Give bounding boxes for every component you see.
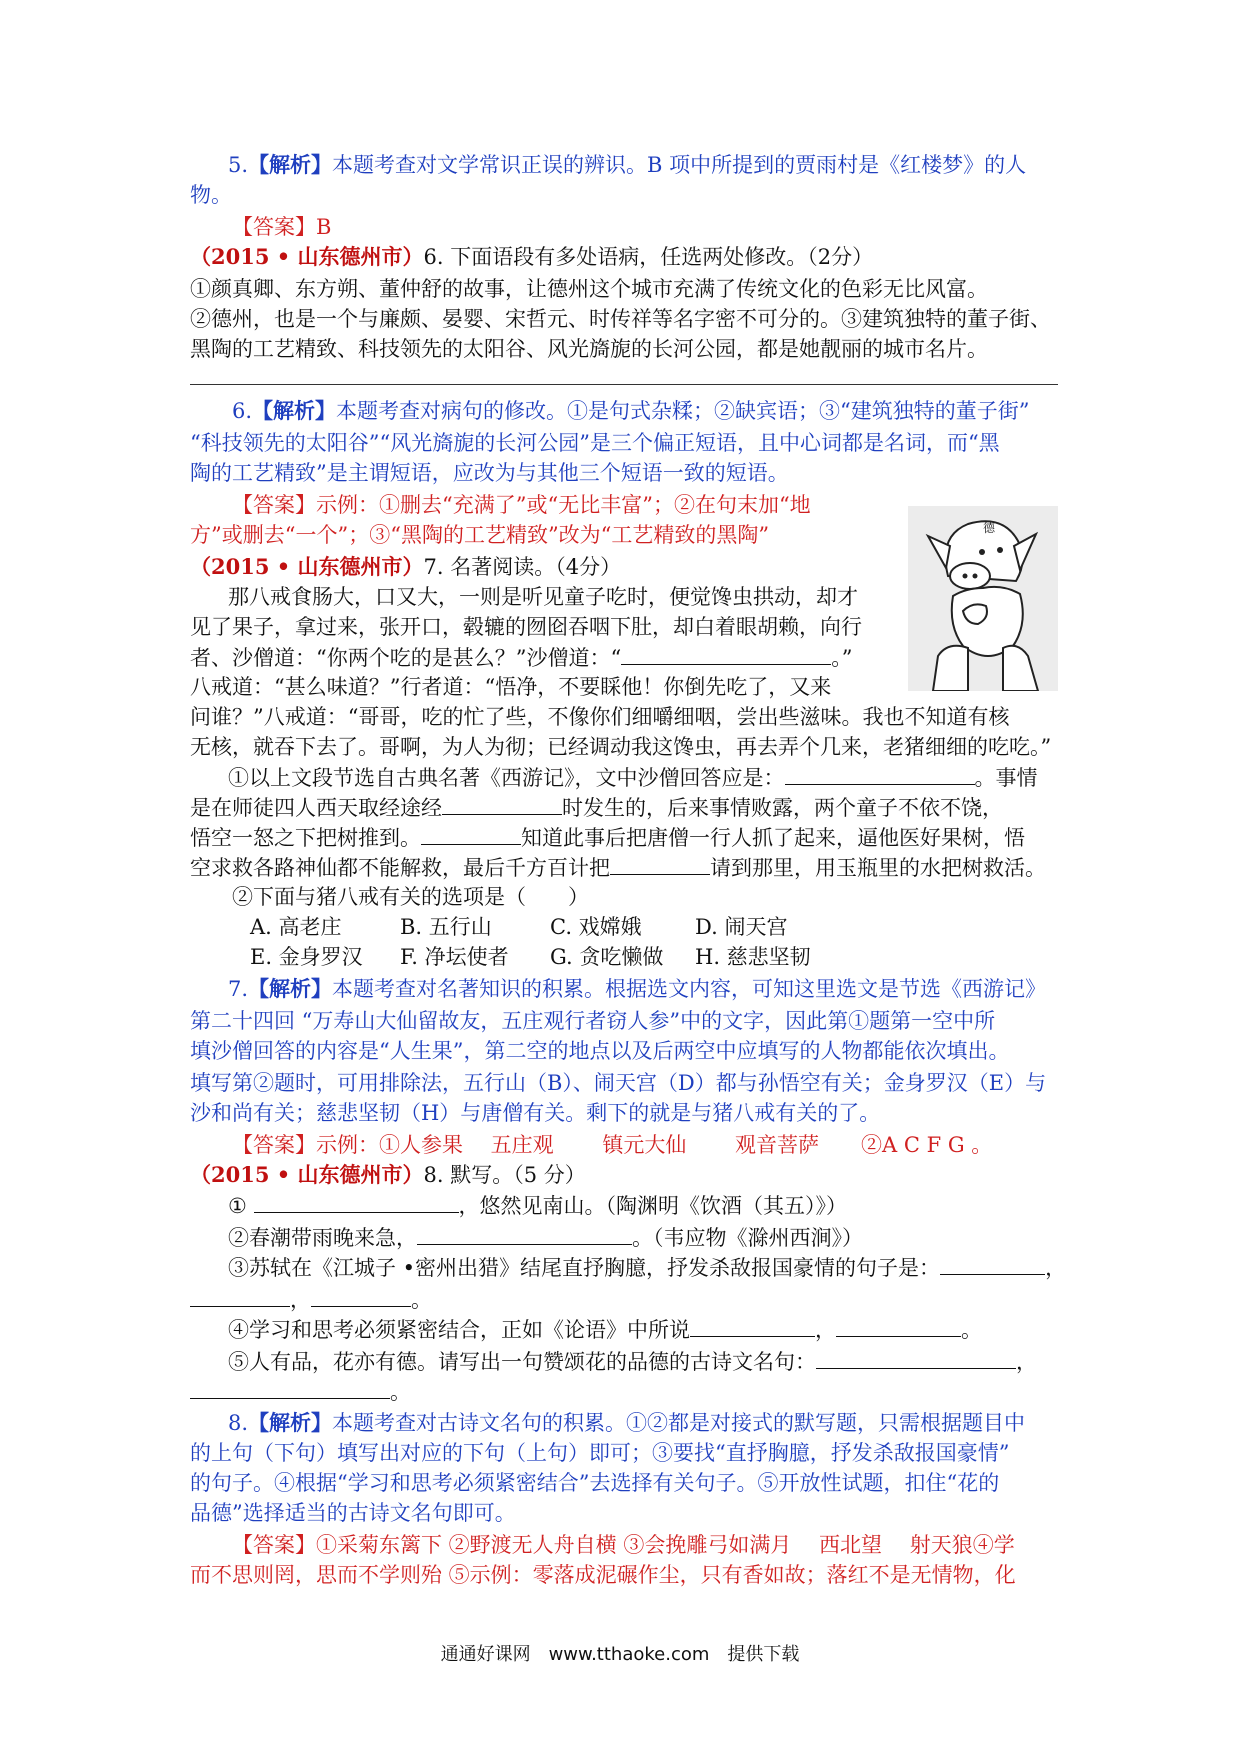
- q6-answer-line1: [232, 490, 811, 520]
- svg-text:德: 德: [983, 521, 996, 535]
- q5-analysis-line1: [228, 150, 1026, 180]
- blank-line[interactable]: [254, 1190, 459, 1213]
- question-text: 。: [411, 1288, 432, 1312]
- analysis-tag: 【解析】: [248, 976, 333, 1001]
- q7-analysis-line5: 沙和尚有关；慈悲坚韧（H）与唐僧有关。剩下的就是与猪八戒有关的了。: [190, 1101, 881, 1125]
- blank-line[interactable]: [785, 762, 975, 785]
- q6-text-line2: ②德州，也是一个与廉颇、晏婴、宋哲元、时传祥等名字密不可分的。③建筑独特的董子街、: [190, 307, 1051, 331]
- question-prompt: 8. 默写。（5 分）: [423, 1163, 586, 1187]
- option-h[interactable]: H. 慈悲坚韧: [695, 945, 811, 969]
- question-prompt: 6. 下面语段有多处语病，任选两处修改。（2分）: [423, 245, 874, 269]
- question-text: ①: [228, 1194, 247, 1218]
- q7-passage-line2: 见了果子，拿过来，张开口，毂辘的囫囵吞咽下肚，却白着眼胡赖，向行: [190, 615, 862, 639]
- question-text: 请到那里，用玉瓶里的水把树救活。: [710, 856, 1046, 880]
- q8-item3-line1: [228, 1252, 1066, 1282]
- q7-analysis-line2: 第二十四回 “万寿山大仙留故友，五庄观行者窃人参”中的文字，因此第①题第一空中所: [190, 1009, 996, 1033]
- q8-answer-line1: [232, 1530, 1015, 1560]
- option-c[interactable]: C. 戏嫦娥: [550, 915, 642, 939]
- q7-passage-line4: 八戒道：“甚么味道？”行者道：“悟净，不要睬他！你倒先吃了，又来: [190, 675, 832, 699]
- question-text: 空求救各路神仙都不能解救，最后千方百计把: [190, 856, 610, 880]
- q8-number: 8.: [228, 1411, 249, 1435]
- answer-tag: 【答案】: [232, 1133, 316, 1157]
- q7-sub2: ②下面与猪八戒有关的选项是（ ）: [232, 885, 589, 909]
- answer-value: 示例：①人参果 五庄观 镇元大仙 观音菩萨 ②A C F G 。: [316, 1133, 993, 1157]
- question-text: ①以上文段节选自古典名著《西游记》，文中沙僧回答应是：: [228, 766, 785, 790]
- question-source: （2015 • 山东德州市）: [190, 554, 424, 579]
- option-b[interactable]: B. 五行山: [400, 915, 492, 939]
- question-text: 时发生的，后来事情败露，两个童子不依不饶，: [562, 796, 1003, 820]
- analysis-tag: 【解析】: [248, 152, 333, 177]
- analysis-tag: 【解析】: [248, 1410, 333, 1435]
- blank-line[interactable]: [816, 1346, 1016, 1369]
- blank-line[interactable]: [836, 1314, 961, 1337]
- question-text: 。事情: [974, 766, 1038, 790]
- blank-line[interactable]: [421, 822, 521, 845]
- blank-line[interactable]: [690, 1314, 815, 1337]
- blank-line[interactable]: [417, 1222, 632, 1245]
- passage-text: 者、沙僧道：“你两个吃的是甚么？”沙僧道：“: [190, 646, 622, 670]
- q5-number: 5.: [228, 153, 249, 177]
- q5-answer: [232, 212, 331, 242]
- option-e[interactable]: E. 金身罗汉: [250, 945, 363, 969]
- question-text: 悟空一怒之下把树推到。: [190, 826, 421, 850]
- q8-item2: [228, 1222, 863, 1252]
- q8-item5-line1: [228, 1346, 1037, 1376]
- q7-passage-line1: 那八戒食肠大，口又大，一则是听见童子吃时，便觉馋虫拱动，却才: [228, 585, 858, 609]
- question-text: ，悠然见南山。（陶渊明《饮酒（其五）》）: [458, 1194, 848, 1218]
- q6-answer-line2: 方”或删去“一个”；③“黑陶的工艺精致”改为“工艺精致的黑陶”: [190, 523, 770, 547]
- q6-analysis-line1: [232, 396, 1030, 426]
- analysis-text: 本题考查对文学常识正误的辨识。B 项中所提到的贾雨村是《红楼梦》的人: [332, 153, 1027, 177]
- q7-analysis-line4: 填写第②题时，可用排除法，五行山（B）、闹天宫（D）都与孙悟空有关；金身罗汉（E）与: [190, 1071, 1047, 1095]
- q8-item1: [228, 1190, 847, 1220]
- option-g[interactable]: G. 贪吃懒做: [550, 945, 664, 969]
- blank-line[interactable]: [311, 1284, 411, 1307]
- q6-text-line3: 黑陶的工艺精致、科技领先的太阳谷、风光旖旎的长河公园，都是她靓丽的城市名片。: [190, 337, 988, 361]
- q7-options-row2: [250, 942, 811, 972]
- question-text: ④学习和思考必须紧密结合，正如《论语》中所说: [228, 1318, 690, 1342]
- answer-line: [190, 384, 1058, 385]
- q7-sub1-line2: [190, 792, 1003, 822]
- q6-number: 6.: [232, 399, 253, 423]
- q7-sub1-line4: [190, 852, 1046, 882]
- question-text: 。: [961, 1318, 982, 1342]
- option-d[interactable]: D. 闹天宫: [695, 915, 788, 939]
- q7-passage-line6: 无核，就吞下去了。哥啊，为人为彻；已经调动我这馋虫，再去弄个几来，老猪细细的吃吃。”: [190, 735, 1052, 759]
- question-text: ⑤人有品，花亦有德。请写出一句赞颂花的品德的古诗文名句：: [228, 1350, 816, 1374]
- question-text: ，: [1045, 1256, 1067, 1280]
- question-text: ②春潮带雨晚来急，: [228, 1226, 417, 1250]
- analysis-text: 本题考查对名著知识的积累。根据选文内容，可知这里选文是节选《西游记》: [332, 977, 1047, 1001]
- analysis-text: 本题考查对古诗文名句的积累。①②都是对接式的默写题，只需根据题目中: [332, 1411, 1026, 1435]
- answer-tag: 【答案】: [232, 215, 316, 239]
- question-text: ，: [815, 1318, 836, 1342]
- q8-analysis-line3: 的句子。④根据“学习和思考必须紧密结合”去选择有关句子。⑤开放性试题，扣住“花的: [190, 1471, 1000, 1495]
- answer-value: B: [316, 215, 332, 239]
- blank-line[interactable]: [940, 1252, 1045, 1275]
- question-text: ，: [1016, 1350, 1037, 1374]
- blank-line[interactable]: [610, 852, 710, 875]
- q7-sub1-line3: [190, 822, 1025, 852]
- q8-analysis-line2: 的上句（下句）填写出对应的下句（上句）即可；③要找“直抒胸臆，抒发杀敌报国豪情”: [190, 1441, 1010, 1465]
- question-text: ，: [290, 1288, 311, 1312]
- q5-analysis-line2: 物。: [190, 183, 232, 207]
- option-f[interactable]: F. 净坛使者: [400, 945, 509, 969]
- zhu-bajie-illustration: [908, 506, 1058, 691]
- q7-analysis-line3: 填沙僧回答的内容是“人生果”，第二空的地点以及后两空中应填写的人物都能依次填出。: [190, 1039, 1010, 1063]
- answer-tag: 【答案】: [232, 493, 316, 517]
- blank-line[interactable]: [190, 1284, 290, 1307]
- q6-heading: [190, 242, 873, 272]
- q7-heading: [190, 552, 621, 582]
- q7-number: 7.: [228, 977, 249, 1001]
- blank-line[interactable]: [190, 1376, 390, 1399]
- question-text: 。: [390, 1380, 411, 1404]
- answer-tag: 【答案】: [232, 1533, 316, 1557]
- q6-text-line1: ①颜真卿、东方朔、董仲舒的故事，让德州这个城市充满了传统文化的色彩无比风富。: [190, 277, 988, 301]
- answer-value: 示例：①删去“充满了”或“无比丰富”；②在句末加“地: [316, 493, 811, 517]
- question-text: 。（韦应物《滁州西涧》）: [632, 1226, 863, 1250]
- question-prompt: 7. 名著阅读。（4分）: [423, 555, 622, 579]
- question-source: （2015 • 山东德州市）: [190, 244, 424, 269]
- q7-analysis-line1: [228, 974, 1046, 1004]
- q8-item3-line2: [190, 1284, 432, 1314]
- q7-answer: [232, 1130, 992, 1160]
- question-text: ③苏轼在《江城子 •密州出猎》结尾直抒胸臆，抒发杀敌报国豪情的句子是：: [228, 1256, 941, 1280]
- q6-analysis-line2: “科技领先的太阳谷”“风光旖旎的长河公园”是三个偏正短语，且中心词都是名词，而“黑: [190, 431, 1000, 455]
- q8-heading: [190, 1160, 586, 1190]
- q7-sub1-line1: [228, 762, 1038, 792]
- passage-text: 。”: [831, 646, 853, 670]
- analysis-tag: 【解析】: [252, 398, 337, 423]
- q8-analysis-line4: 品德”选择适当的古诗文名句即可。: [190, 1501, 516, 1525]
- q7-passage-line5: 问谁？”八戒道：“哥哥，吃的忙了些，不像你们细嚼细咽，尝出些滋味。我也不知道有核: [190, 705, 1010, 729]
- option-a[interactable]: A. 高老庄: [250, 915, 342, 939]
- blank-line[interactable]: [621, 642, 831, 665]
- q7-passage-line3: [190, 642, 852, 672]
- question-source: （2015 • 山东德州市）: [190, 1162, 424, 1187]
- blank-line[interactable]: [442, 792, 562, 815]
- question-text: 是在师徒四人西天取经途经: [190, 796, 442, 820]
- q8-item5-line2: [190, 1376, 411, 1406]
- q6-analysis-line3: 陶的工艺精致”是主谓短语，应改为与其他三个短语一致的短语。: [190, 461, 789, 485]
- q7-options-row1: [250, 912, 787, 942]
- question-text: 知道此事后把唐僧一行人抓了起来，逼他医好果树，悟: [521, 826, 1025, 850]
- answer-value: ①采菊东篱下 ②野渡无人舟自横 ③会挽雕弓如满月 西北望 射天狼④学: [316, 1533, 1015, 1557]
- analysis-text: 本题考查对病句的修改。①是句式杂糅；②缺宾语；③“建筑独特的董子街”: [336, 399, 1030, 423]
- q8-analysis-line1: [228, 1408, 1025, 1438]
- q8-answer-line2: 而不思则罔，思而不学则殆 ⑤示例：零落成泥碾作尘，只有香如故；落红不是无情物，化: [190, 1563, 1016, 1587]
- page-footer: 通通好课网 www.tthaoke.com 提供下载: [440, 1644, 800, 1665]
- q8-item4: [228, 1314, 982, 1344]
